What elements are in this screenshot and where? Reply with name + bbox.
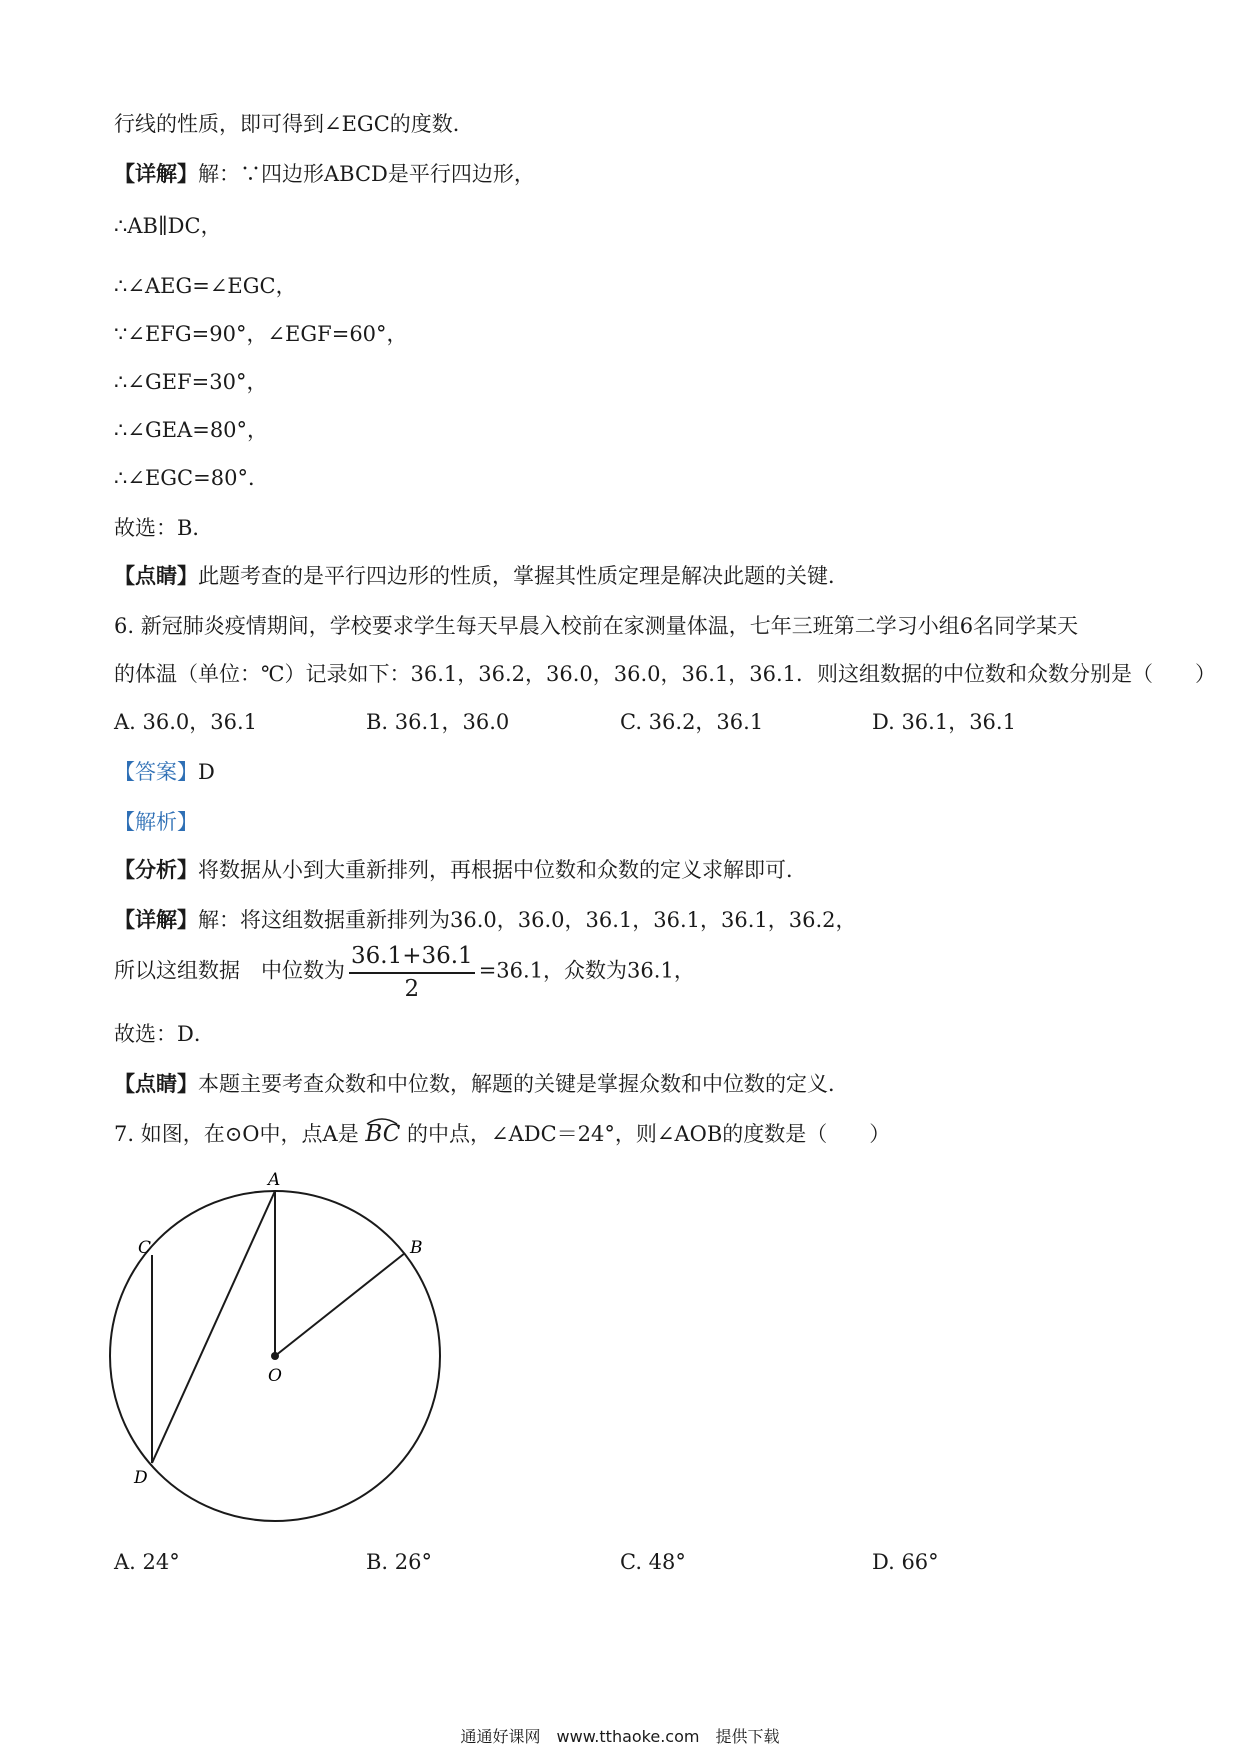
line-8: ∴∠EGC=80°． (114, 466, 269, 490)
arc-mark-icon (365, 1117, 399, 1125)
line-4: ∴∠AEG=∠EGC， (114, 274, 297, 298)
label-o: O (268, 1366, 282, 1386)
q6-fenxi (114, 854, 807, 884)
arc-text: BC (365, 1121, 401, 1147)
circle-figure (100, 1165, 460, 1525)
radius-ob (275, 1253, 405, 1356)
line-9: 故选：B． (114, 516, 214, 540)
tag-fenxi: 【分析】 (114, 857, 198, 882)
median-fraction (349, 940, 475, 1004)
center-dot (271, 1352, 279, 1360)
median-suffix: =36.1，众数为36.1， (478, 958, 695, 983)
line-7: ∴∠GEA=80°， (114, 418, 269, 442)
tag-dianjing: 【点睛】 (114, 563, 198, 588)
median-prefix: 所以这组数据 中位数为 (114, 958, 345, 983)
label-d: D (134, 1468, 148, 1488)
line-5: ∵∠EFG=90°，∠EGF=60°， (114, 322, 408, 346)
dianjing-text: 本题主要考查众数和中位数，解题的关键是掌握众数和中位数的定义． (198, 1072, 849, 1096)
line-10-text: 此题考查的是平行四边形的性质，掌握其性质定理是解决此题的关键． (198, 564, 849, 588)
fraction-denominator: 2 (404, 976, 420, 1002)
line-6: ∴∠GEF=30°， (114, 370, 268, 394)
fenxi-text: 将数据从小到大重新排列，再根据中位数和众数的定义求解即可． (198, 858, 807, 882)
chord-ad (152, 1191, 275, 1463)
line-3: ∴AB∥DC， (114, 214, 222, 238)
q7-stem (114, 1118, 890, 1148)
q6-option-a: A. 36.0，36.1 (114, 710, 258, 734)
q7-stem-a: 7. 如图，在⊙O中，点A是 (114, 1122, 359, 1146)
q6-analysis: 【解析】 (114, 810, 198, 834)
q6-median (114, 940, 695, 1004)
q6-xiangjie (114, 904, 857, 934)
q6-option-c: C. 36.2，36.1 (620, 710, 764, 734)
q7-option-b: B. 26° (366, 1550, 433, 1574)
fraction-numerator: 36.1+36.1 (349, 940, 475, 974)
xiangjie-text: 解：将这组数据重新排列为36.0，36.0，36.1，36.1，36.1，36.2， (198, 908, 857, 932)
label-a: A (268, 1170, 281, 1190)
line-10 (114, 560, 849, 590)
q6-stem-2: 的体温（单位：℃）记录如下：36.1，36.2，36.0，36.0，36.1，36.1．则这组数据的中位数和众数分别是（ ） (114, 662, 1217, 686)
q7-option-c: C. 48° (620, 1550, 686, 1574)
q6-option-b: B. 36.1，36.0 (366, 710, 510, 734)
q6-choose: 故选：D． (114, 1022, 215, 1046)
label-b: B (410, 1238, 423, 1258)
label-c: C (138, 1238, 152, 1258)
tag-xiangjie: 【详解】 (114, 161, 198, 186)
q6-answer (114, 756, 215, 786)
q6-option-d: D. 36.1，36.1 (872, 710, 1016, 734)
q7-option-d: D. 66° (872, 1550, 939, 1574)
line-2-text: 解：∵四边形ABCD是平行四边形， (198, 162, 535, 186)
page-footer: 通通好课网 www.tthaoke.com 提供下载 (460, 1727, 780, 1746)
q6-stem-1: 6. 新冠肺炎疫情期间，学校要求学生每天早晨入校前在家测量体温，七年三班第二学习小组6名同学某天 (114, 614, 1079, 638)
q7-stem-b: 的中点，∠ADC＝24°，则∠AOB的度数是（ ） (407, 1122, 891, 1146)
tag-xiangjie-2: 【详解】 (114, 907, 198, 932)
q7-option-a: A. 24° (114, 1550, 180, 1574)
line-1: 行线的性质，即可得到∠EGC的度数． (114, 112, 474, 136)
line-2 (114, 158, 535, 188)
tag-answer: 【答案】 (114, 760, 198, 784)
q6-dianjing (114, 1068, 849, 1098)
arc-bc-label (365, 1121, 400, 1147)
answer-value: D (198, 760, 215, 784)
tag-dianjing-2: 【点睛】 (114, 1071, 198, 1096)
